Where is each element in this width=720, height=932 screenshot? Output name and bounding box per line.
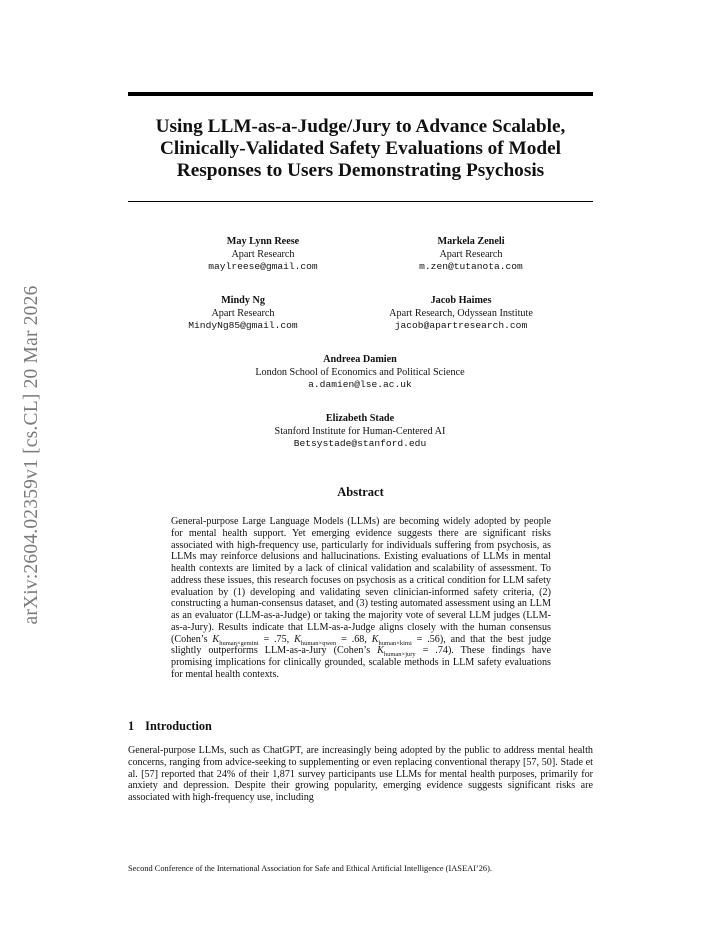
author-email[interactable]: Betsystade@stanford.edu bbox=[293, 438, 427, 449]
abstract-text-part: = .75, bbox=[258, 633, 295, 645]
author-email[interactable]: MindyNg85@gmail.com bbox=[188, 320, 298, 331]
author-email[interactable]: maylreese@gmail.com bbox=[208, 261, 318, 272]
title-rule-bottom bbox=[128, 201, 593, 202]
kappa-symbol: K bbox=[212, 633, 220, 645]
author-block bbox=[188, 236, 338, 274]
author-name: Jacob Haimes bbox=[430, 295, 492, 306]
author-block bbox=[376, 236, 566, 274]
section-heading-introduction bbox=[128, 719, 212, 734]
paper-title: Using LLM-as-a-Judge/Jury to Advance Scalable, Clinically-Validated Safety Evaluations of Model Responses to Users Demonstrating Psychosis bbox=[155, 116, 566, 181]
author-name: May Lynn Reese bbox=[226, 236, 300, 247]
arxiv-stamp-text: arXiv:2604.02359v1 [cs.CL] 20 Mar 2026 bbox=[21, 284, 42, 625]
author-email[interactable]: m.zen@tutanota.com bbox=[419, 261, 523, 272]
kappa-subscript: human×gemini bbox=[219, 639, 259, 647]
author-affiliation: London School of Economics and Political Science bbox=[255, 366, 465, 378]
title-rule-top bbox=[128, 92, 593, 96]
author-name: Elizabeth Stade bbox=[325, 413, 395, 424]
kappa-subscript: human×jury bbox=[383, 651, 416, 659]
kappa-subscript: human×kimi bbox=[378, 639, 412, 647]
author-affiliation: Apart Research bbox=[231, 248, 295, 260]
abstract-text-part: General-purpose Large Language Models (LLMs) are becoming widely adopted by people for mental health support. Yet emerging evidence suggests there are significant risks associated with high-frequency use, particularly for individuals suffering from psychosis, as LLMs may reinforce delusions and hallucinations. Existing evaluations of LLMs in mental health contexts are limited by a lack of clinical validation and scalability of assessment. To address these issues, this research focuses on psychosis as a critical condition for LLM safety evaluation by (1) developing and validating seven clinician-informed safety criteria, (2) constructing a human-consensus dataset, and (3) testing automated assessment using an LLM as an evaluator (LLM-as-a-Judge) or taking the majority vote of several LLM judges (LLM-as-a-Jury). Results indicate that LLM-as-a-Judge aligns closely with the human consensus (Cohen’s bbox=[171, 516, 551, 645]
arxiv-stamp bbox=[12, 262, 52, 647]
author-name: Andreea Damien bbox=[323, 354, 397, 365]
abstract-text bbox=[171, 516, 551, 681]
author-block bbox=[168, 295, 318, 333]
abstract-text-part: = .56), and that the best judge slightly outperforms LLM-as-a-Jury (Cohen’s bbox=[171, 633, 552, 657]
author-email[interactable]: jacob@apartresearch.com bbox=[394, 320, 528, 331]
author-affiliation: Stanford Institute for Human-Centered AI bbox=[274, 425, 446, 437]
author-affiliation: Apart Research, Odyssean Institute bbox=[389, 307, 533, 319]
section-title: Introduction bbox=[145, 719, 212, 733]
kappa-symbol: K bbox=[377, 645, 384, 657]
author-affiliation: Apart Research bbox=[439, 248, 503, 260]
kappa-symbol: K bbox=[294, 633, 301, 645]
introduction-text: General-purpose LLMs, such as ChatGPT, are increasingly being adopted by the public to address mental health concerns, ranging from advice-seeking to supplementing or even replacing conventional therapy [57, 50]. Stade et al. [57] reported that 24% of their 1,871 survey participants use LLMs for mental health purposes, primarily for anxiety and depression. Despite their growing popularity, emerging evidence suggests significant risks are associated with high-frequency use, including bbox=[128, 745, 593, 803]
kappa-symbol: K bbox=[371, 633, 379, 645]
author-name: Mindy Ng bbox=[221, 295, 265, 306]
author-affiliation: Apart Research bbox=[211, 307, 275, 319]
conference-footer: Second Conference of the International Association for Safe and Ethical Artificial Intelligence (IASEAI’26). bbox=[128, 864, 492, 873]
abstract-text-part: = .74). These findings have promising implications for clinically grounded, scalable methods in LLM safety evaluations for mental health contexts. bbox=[171, 645, 551, 680]
section-number: 1 bbox=[128, 719, 135, 733]
kappa-subscript: human×qwen bbox=[300, 639, 337, 647]
author-block bbox=[356, 295, 566, 333]
author-name: Markela Zeneli bbox=[437, 236, 505, 247]
author-block bbox=[200, 413, 520, 451]
author-email[interactable]: a.damien@lse.ac.uk bbox=[308, 379, 412, 390]
author-block bbox=[200, 354, 520, 392]
abstract-heading: Abstract bbox=[337, 485, 384, 499]
abstract-text-part: = .68, bbox=[336, 633, 372, 645]
